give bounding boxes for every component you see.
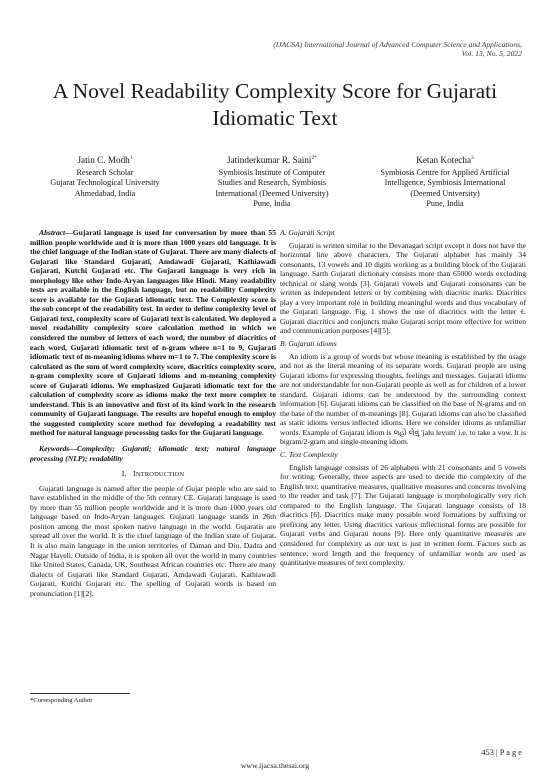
footnote-rule — [30, 693, 130, 694]
subsection-heading-script: A. Gujarati Script — [280, 228, 335, 237]
journal-url: www.ijacsa.thesai.org — [240, 761, 310, 770]
author-affiliation-line: Intelligence, Symbiosis International — [384, 178, 506, 188]
page-number: 453 | P a g e — [481, 748, 522, 757]
author-affiliation-line: (Deemed University) — [410, 188, 480, 198]
author-affiliation-line: Gujarat Technological University — [50, 178, 160, 188]
left-column — [30, 228, 276, 598]
keywords-label: Keywords — [39, 444, 70, 454]
author-affiliation-line: Pune, India — [426, 198, 464, 208]
footnote — [30, 693, 130, 704]
keywords-text: —Complexity; Gujarati; idiomatic text; natural language processing (NLP); readability — [30, 444, 276, 463]
keywords — [30, 444, 276, 463]
subsection-heading-idioms: B. Gujarati idioms — [280, 339, 337, 349]
author-affiliation-line: Symbiosis Institute of Computer — [218, 168, 326, 178]
section-title-initial: I — [133, 469, 136, 479]
subsection-heading-complexity: C. Text Complexity — [280, 450, 338, 460]
author-affiliation-line: Pune, India — [253, 198, 291, 208]
journal-header-line2: Vol. 13, No. 5, 2022 — [461, 49, 522, 59]
author-1 — [30, 152, 180, 199]
author-affiliation-line: Studies and Research, Symbiosis — [217, 178, 327, 188]
idioms-paragraph: An idiom is a group of words but whose meaning is established by the usage and not as the literal meaning of its separate words. Gujarati people are using Gujarati idioms for expressing thoughts, feelings and messages. Gujarati idioms are not understandable for non-Gujarati people as well as for children of a lower standard. Gujarati idioms can be understood by the surrounding context information [6]. Gujarati idioms can be classified on the base of N-grams and on the base of the number of m-meanings [8]. Gujarati idioms can also be classified as static idioms versus inflected idioms. Here we consider idioms as unfamiliar words. Example of Gujarati idiom is લહો લેવું 'jalu levum' i.e. to take a vow. It is bigram/2-gram and single-meaning idiom. — [280, 351, 526, 447]
abstract — [30, 228, 276, 438]
author-affiliation-line: International (Deemed University) — [215, 188, 329, 198]
author-name: Jatinderkumar R. Saini — [227, 155, 312, 166]
abstract-text: —Gujarati language is used for conversation by more than 55 million people worldwide and it is more than 1000 years old language. It is the chief language of the Indian state of Gujarat. There are many dialects of Gujarati like Standard Gujarati, Amdawadi Gujarati, Kathiawadi Gujarati, Kutchi Gujarati etc. The Gujarati language is very rich in morphology like other Indo-Aryan languages like Hindi. Many readability tests are available in the English language, but no readability Complexity score is available for the Gujarati idiomatic text. The Complexity score is the sub concept of the readability test. In order to define complexity level of Gujarati text, complexity score of Gujarati text is calculated. We deployed a novel readability complexity score calculation method in which we considered the number of letters of each word, the number of diacritics of each word, Gujarati idiomatic text of n-gram where n=1 to 9, Gujarati idiomatic text of m-meaning idioms where m=1 to 7. The complexity score is calculated as the sum of word complexity score, diacritics complexity score, n-gram complexity score of Gujarati idioms and m-meaning complexity score of Gujarati idioms. We emphasized Gujarati idiomatic text for the calculation of complexity score as idioms make the text more complex to understand. This is an innovative and first of its kind work in the research community of Gujarati language. The results are hopeful enough to employ the suggested complexity score method for developing a readability test method for natural language processing tasks for the Gujarati language. — [30, 228, 276, 438]
journal-header — [273, 40, 522, 59]
paper-title — [0, 78, 550, 132]
section-title-rest: NTRODUCTION — [135, 471, 185, 479]
right-column — [280, 228, 526, 568]
paper-title-line1: A Novel Readability Complexity Score for Gujarati — [52, 79, 498, 103]
author-affiliation-line: Research Scholar — [76, 168, 134, 178]
author-affiliation-line: Ahmedabad, India — [74, 188, 136, 198]
complexity-paragraph: English language consists of 26 alphabets with 21 consonants and 5 vowels for writing. Generally, three aspects are used to decide the complexity of the English text: quantitative measures, qualitative measures and concerns involving to the reader and task [7]. The Gujarati language is morphologically very rich compared to the English language. The Gujarati language consists of 18 diacritics [6]. Diacritics make many possible word formations by suffixing or prefixing any letter. Using diacritics various inflectional forms are possible for Gujarati verbs and Gujarati nouns [9]. Here only quantitative measures are considered for complexity as our text is just in written form. Factors such as sentence, word length and the frequency of unfamiliar words are used as quantitative measures of text complexity. — [280, 462, 526, 568]
section-number: I. — [121, 469, 127, 479]
paper-title-line2: Idiomatic Text — [212, 106, 338, 130]
author-3 — [360, 152, 530, 209]
author-affiliation-line: Symbiosis Centre for Applied Artificial — [380, 168, 510, 178]
introduction-paragraph: Gujarati language is named after the people of Gujar people who are said to have established in the middle of the 5th century CE. Gujarati language is used by more than 55 million people worldwide and it is more than 1000 years old language based on Indo-Aryan languages. Gujarati language stands in 26th position among the most spoken native language in the world. Gujaratis are spread all over the world. It is the chief language of the Indian state of Gujarat. It is also main language in the union territories of Daman and Diu, Dadra and Nagar Haveli. Outside of India, it is spoken all over the world in many countries like United States, Canada, UK, Southeast African countries etc. There are many dialects of Gujarati like Standard Gujarati, Amdawadi Gujarati, Kathiawadi Gujarati, Kutchi Gujarati etc. The spelling of Gujarati words is based on pronunciation [1][2]. — [30, 483, 276, 598]
author-2 — [190, 152, 354, 209]
journal-header-line1: (IJACSA) International Journal of Advanced Computer Science and Applications, — [273, 40, 522, 49]
author-affiliation-mark: 1 — [129, 155, 133, 161]
author-name: Ketan Kotecha — [416, 155, 472, 166]
author-name: Jatin C. Modh — [77, 155, 130, 166]
script-paragraph: Gujarati is written similar to the Devanagari script except it does not have the horizontal line above characters. The Gujarati alphabet has mainly 34 consonants, 13 vowels and 10 digits working as a building block of the Gujarati language. Sarth Gujarati dictionary consists more than 65000 words excluding technical or slang words [3]. Gujarati vowels and Gujarati consonants can be written as independent letters or by combining with diacritic marks. Diacritics play a very important role in building meaningful words and thus vocabulary of the Gujarati language. Fig. 1 shows the use of diacritics with the letter ર. Gujarati diacritics and conjuncts make Gujarati script more effective for written and communication purposes [4][5]. — [280, 240, 526, 336]
author-affiliation-mark: 3 — [471, 155, 474, 161]
section-heading-introduction — [30, 469, 276, 480]
author-affiliation-mark: 2* — [311, 155, 317, 161]
abstract-label: Abstract — [39, 228, 66, 237]
footnote-text: *Corresponding Author — [30, 697, 93, 704]
